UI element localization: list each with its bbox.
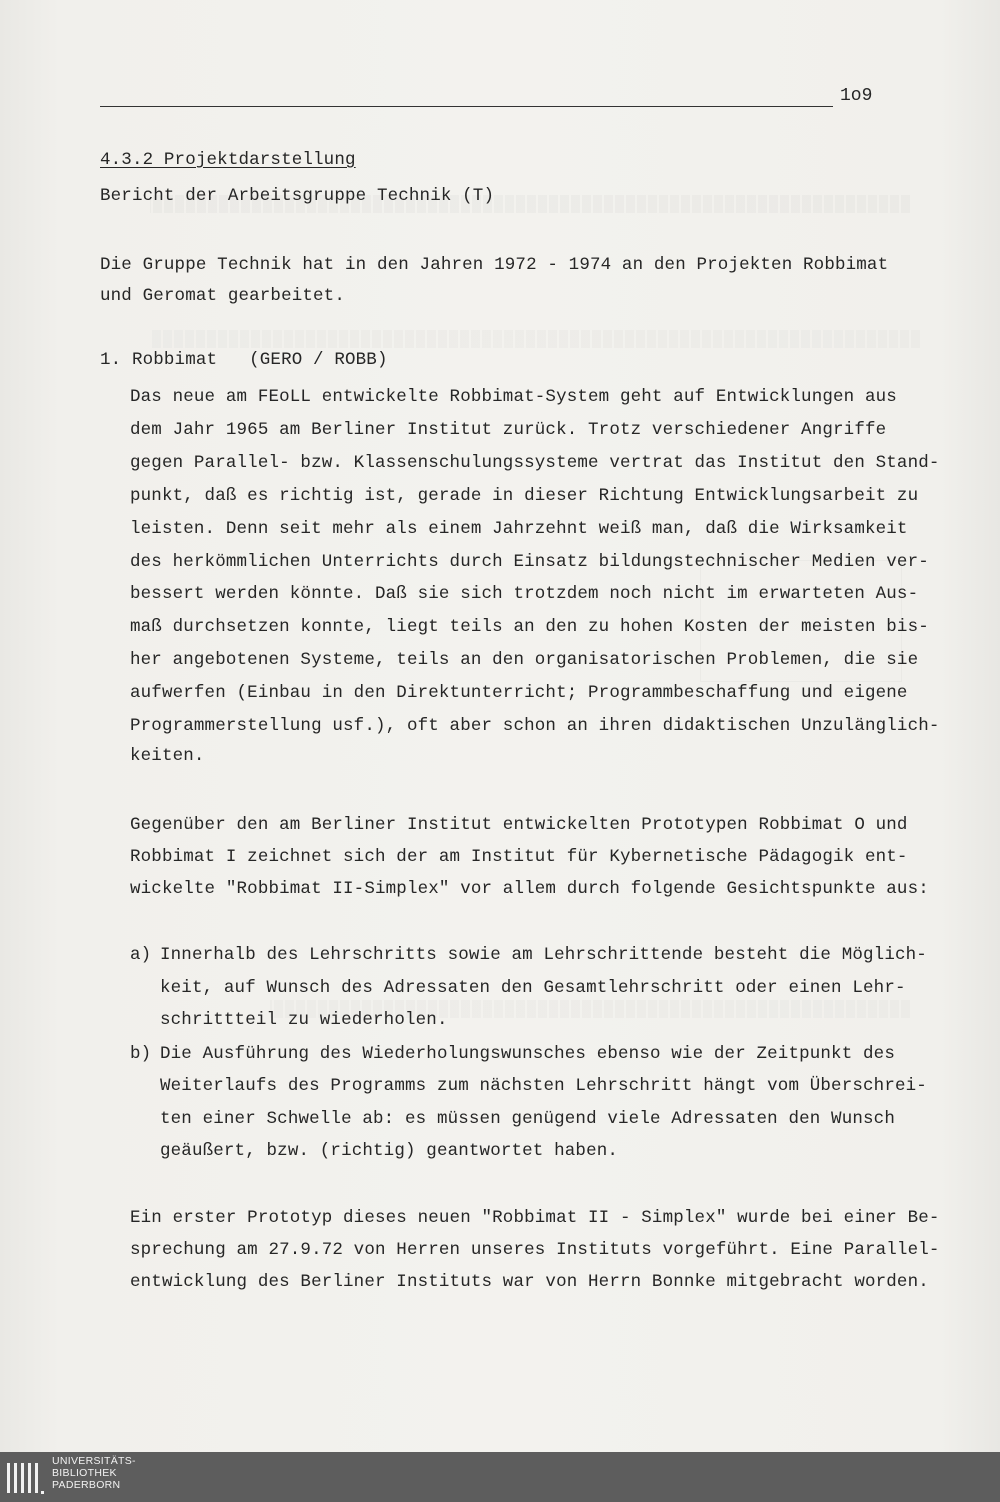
text-line: Robbimat I zeichnet sich der am Institut für Kybernetische Pädagogik ent- xyxy=(130,847,908,867)
page-number: 1o9 xyxy=(840,86,873,106)
text-line: Gegenüber den am Berliner Institut entwickelten Prototypen Robbimat O und xyxy=(130,815,908,835)
text-line: maß durchsetzen konnte, liegt teils an den zu hohen Kosten der meisten bis- xyxy=(130,617,929,637)
text-line: Ein erster Prototyp dieses neuen "Robbimat II - Simplex" wurde bei einer Be- xyxy=(130,1208,940,1228)
text-line: des herkömmlichen Unterrichts durch Einsatz bildungstechnischer Medien ver- xyxy=(130,552,929,572)
text-line: gegen Parallel- bzw. Klassenschulungssysteme vertrat das Institut den Stand- xyxy=(130,453,940,473)
library-footer xyxy=(0,1452,1000,1502)
text-line: bessert werden könnte. Daß sie sich trotzdem noch nicht im erwarteten Aus- xyxy=(130,584,919,604)
text-line: aufwerfen (Einbau in den Direktunterricht; Programmbeschaffung und eigene xyxy=(130,683,908,703)
text-line: Programmerstellung usf.), oft aber schon an ihren didaktischen Unzulänglich- xyxy=(130,716,940,736)
subheading: Bericht der Arbeitsgruppe Technik (T) xyxy=(100,186,495,206)
text-line: leisten. Denn seit mehr als einem Jahrzehnt weiß man, daß die Wirksamkeit xyxy=(130,519,908,539)
library-logo-icon xyxy=(5,1457,45,1497)
text-line: Innerhalb des Lehrschritts sowie am Lehrschrittende besteht die Möglich- xyxy=(160,945,927,965)
library-logo-text xyxy=(52,1455,136,1491)
text-line: wickelte "Robbimat II-Simplex" vor allem durch folgende Gesichtspunkte aus: xyxy=(130,879,929,899)
text-line: Weiterlaufs des Programms zum nächsten Lehrschritt hängt vom Überschrei- xyxy=(160,1076,927,1096)
logo-line: PADERBORN xyxy=(52,1479,121,1491)
intro-line: und Geromat gearbeitet. xyxy=(100,286,345,306)
logo-line: BIBLIOTHEK xyxy=(52,1467,117,1479)
show-through-texture xyxy=(150,330,920,348)
item-heading: 1. Robbimat (GERO / ROBB) xyxy=(100,350,388,370)
text-line: Das neue am FEoLL entwickelte Robbimat-System geht auf Entwicklungen aus xyxy=(130,387,897,407)
text-line: Die Ausführung des Wiederholungswunsches ebenso wie der Zeitpunkt des xyxy=(160,1044,895,1064)
text-line: geäußert, bzw. (richtig) geantwortet haben. xyxy=(160,1141,619,1161)
intro-line: Die Gruppe Technik hat in den Jahren 1972 - 1974 an den Projekten Robbimat xyxy=(100,255,889,275)
text-line: keiten. xyxy=(130,746,205,766)
section-heading: 4.3.2 Projektdarstellung xyxy=(100,150,356,170)
list-marker: b) xyxy=(130,1044,152,1064)
text-line: punkt, daß es richtig ist, gerade in dieser Richtung Entwicklungsarbeit zu xyxy=(130,486,919,506)
text-line: entwicklung des Berliner Instituts war von Herrn Bonnke mitgebracht worden. xyxy=(130,1272,929,1292)
text-line: keit, auf Wunsch des Adressaten den Gesamtlehrschritt oder einen Lehr- xyxy=(160,978,906,998)
list-marker: a) xyxy=(130,945,152,965)
logo-line: UNIVERSITÄTS- xyxy=(52,1455,136,1467)
text-line: schrittteil zu wiederholen. xyxy=(160,1010,448,1030)
text-line: dem Jahr 1965 am Berliner Institut zurück. Trotz verschiedener Angriffe xyxy=(130,420,887,440)
text-line: sprechung am 27.9.72 von Herren unseres Instituts vorgeführt. Eine Parallel- xyxy=(130,1240,940,1260)
text-line: ten einer Schwelle ab: es müssen genügend viele Adressaten den Wunsch xyxy=(160,1109,895,1129)
text-line: her angebotenen Systeme, teils an den organisatorischen Problemen, die sie xyxy=(130,650,919,670)
header-rule xyxy=(100,106,833,107)
